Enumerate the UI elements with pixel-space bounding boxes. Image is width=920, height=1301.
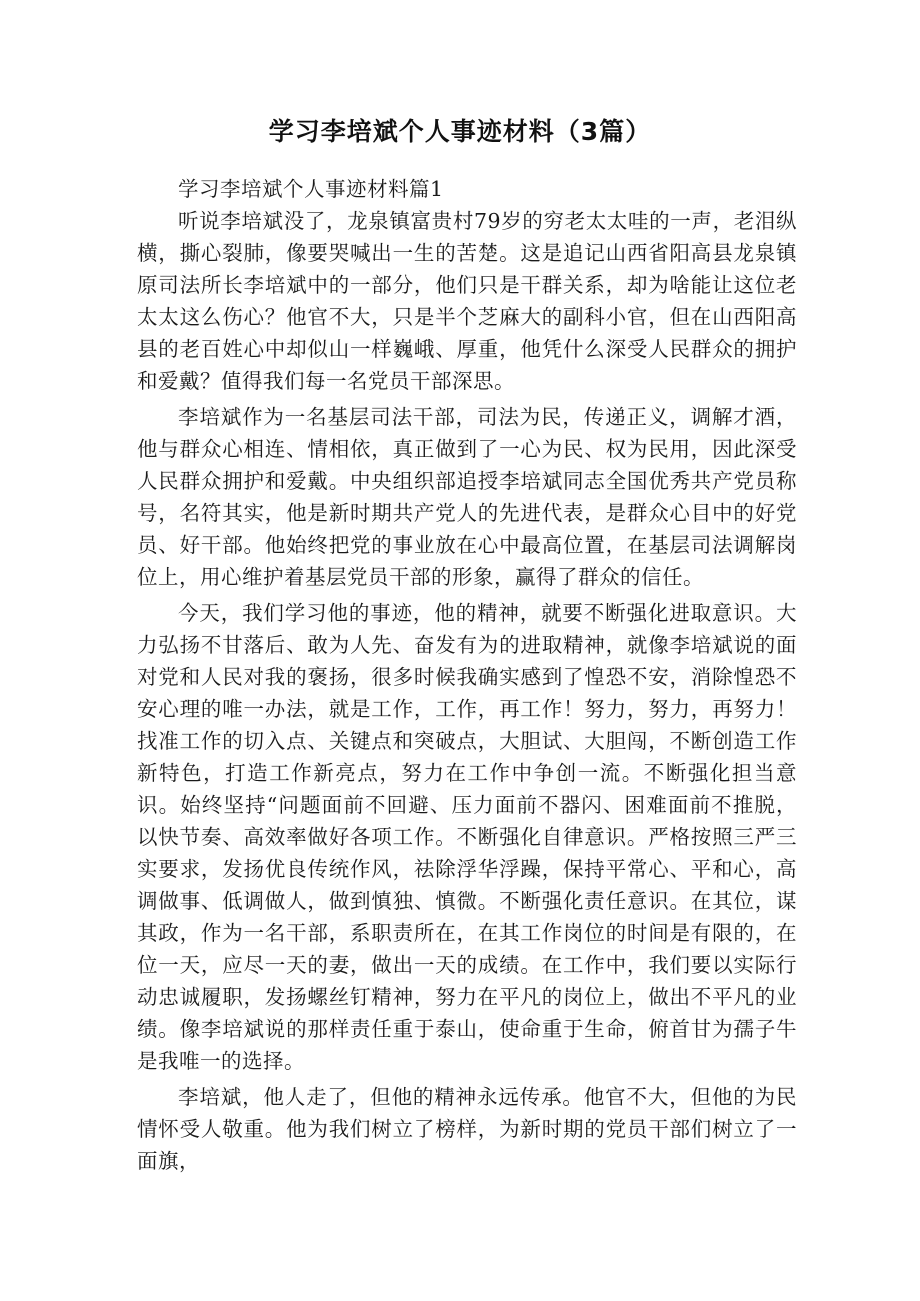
paragraph-2: 李培斌作为一名基层司法干部，司法为民，传递正义，调解才酒，他与群众心相连、情相依，真正做到了一心为民、权为民用，因此深受人民群众拥护和爱戴。中央组织部追授李培斌同志全国优秀共产党员称号，名符其实，他是新时期共产党人的先进代表，是群众心目中的好党员、好干部。他始终把党的事业放在心中最高位置，在基层司法调解岗位上，用心维护着基层党员干部的形象，赢得了群众的信任。 xyxy=(137,405,797,589)
paragraph-4: 李培斌，他人走了，但他的精神永远传承。他官不大，但他的为民情怀受人敬重。他为我们树立了榜样，为新时期的党员干部们树立了一面旗， xyxy=(137,1085,797,1173)
paragraph-3: 今天，我们学习他的事迹，他的精神，就要不断强化进取意识。大力弘扬不甘落后、敢为人先、奋发有为的进取精神，就像李培斌说的面对党和人民对我的褒扬，很多时候我确实感到了惶恐不安，消除惶恐不安心理的唯一办法，就是工作，工作，再工作！努力，努力，再努力！找准工作的切入点、关键点和突破点，大胆试、大胆闯，不断创造工作新特色，打造工作新亮点，努力在工作中争创一流。不断强化担当意识。始终坚持“问题面前不回避、压力面前不器闪、困难面前不推脱，以快节奏、高效率做好各项工作。不断强化自律意识。严格按照三严三实要求，发扬优良传统作风，祛除浮华浮躁，保持平常心、平和心，高调做事、低调做人，做到慎独、慎微。不断强化责任意识。在其位，谋其政，作为一名干部，系职责所在，在其工作岗位的时间是有限的，在位一天，应尽一天的妻，做出一天的成绩。在工作中，我们要以实际行动忠诚履职，发扬螺丝钉精神，努力在平凡的岗位上，做出不平凡的业绩。像李培斌说的那样责任重于泰山，使命重于生命，俯首甘为孺子牛是我唯一的选择。 xyxy=(137,601,797,1073)
section-heading: 学习李培斌个人事迹材料篇1 xyxy=(178,177,444,201)
document-body xyxy=(137,173,797,1181)
paragraph-1: 听说李培斌没了，龙泉镇富贵村79岁的穷老太太哇的一声，老泪纵横，撕心裂肺，像要哭喊出一生的苦楚。这是追记山西省阳高县龙泉镇原司法所长李培斌中的一部分，他们只是干群关系，却为啥能让这位老太太这么伤心？他官不大，只是半个芝麻大的副科小官，但在山西阳高县的老百姓心中却似山一样巍峨、厚重，他凭什么深受人民群众的拥护和爱戴？值得我们每一名党员干部深思。 xyxy=(137,209,797,393)
document-title: 学习李培斌个人事迹材料（3篇） xyxy=(268,117,652,146)
